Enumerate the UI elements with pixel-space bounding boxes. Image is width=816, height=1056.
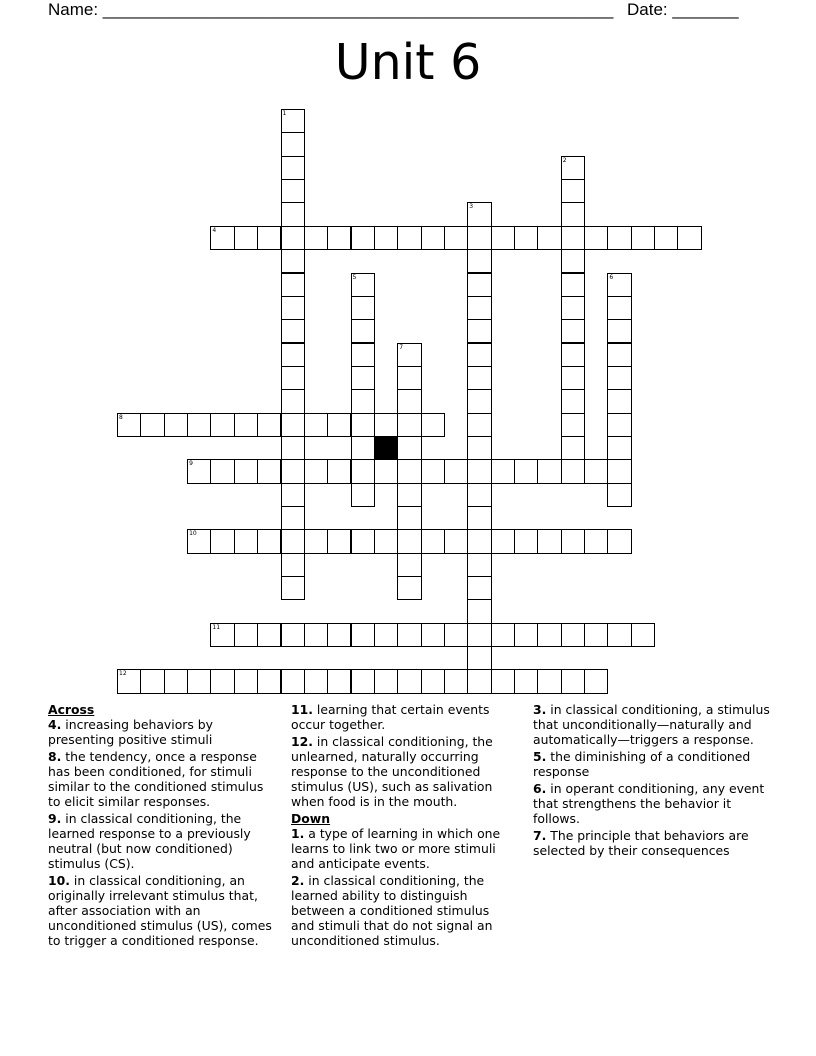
grid-cell[interactable]	[607, 366, 631, 390]
grid-cell[interactable]	[561, 413, 585, 437]
grid-cell[interactable]	[561, 343, 585, 367]
grid-cell[interactable]	[304, 669, 328, 693]
cell-number: 5	[352, 273, 357, 281]
across-clue-12	[291, 734, 516, 809]
grid-cell[interactable]	[281, 202, 305, 226]
grid-cell[interactable]	[467, 436, 491, 460]
grid-cell[interactable]	[397, 506, 421, 530]
clue-number: 1.	[291, 826, 305, 841]
clue-number: 6.	[533, 781, 547, 796]
grid-cell[interactable]	[467, 669, 491, 693]
grid-cell[interactable]	[234, 669, 258, 693]
grid-cell[interactable]	[421, 413, 445, 437]
grid-cell[interactable]	[327, 459, 351, 483]
clue-text: in classical conditioning, the learned response to a previously neutral (but now conditioned) stimulus (CS).	[48, 811, 251, 871]
clue-number: 2.	[291, 873, 305, 888]
grid-cell[interactable]	[444, 459, 468, 483]
grid-cell[interactable]	[397, 529, 421, 553]
grid-cell[interactable]	[514, 669, 538, 693]
cell-number: 3	[469, 203, 474, 211]
grid-cell[interactable]	[467, 296, 491, 320]
cell-number: 1	[282, 110, 287, 117]
grid-cell[interactable]	[654, 226, 678, 250]
grid-cell[interactable]	[234, 413, 258, 437]
grid-cell[interactable]	[561, 273, 585, 297]
grid-cell[interactable]	[281, 366, 305, 390]
grid-cell[interactable]	[561, 366, 585, 390]
grid-cell[interactable]	[607, 296, 631, 320]
grid-cell[interactable]	[607, 436, 631, 460]
grid-cell[interactable]	[514, 529, 538, 553]
grid-cell[interactable]	[187, 529, 211, 553]
clue-number: 5.	[533, 749, 547, 764]
clue-text: the diminishing of a conditioned response	[533, 749, 751, 779]
grid-cell[interactable]	[607, 389, 631, 413]
grid-cell[interactable]	[421, 623, 445, 647]
across-heading: Across	[48, 702, 95, 717]
grid-cell[interactable]	[210, 529, 234, 553]
across-clue-9	[48, 811, 278, 871]
grid-cell[interactable]	[491, 529, 515, 553]
grid-cell[interactable]	[164, 669, 188, 693]
clue-text: in classical conditioning, the unlearned, naturally occurring response to the unconditioned stimulus (US), such as salivation when food is in the mouth.	[291, 734, 493, 809]
grid-cell[interactable]	[561, 179, 585, 203]
grid-cell[interactable]	[281, 459, 305, 483]
grid-cell[interactable]	[187, 459, 211, 483]
grid-cell[interactable]	[607, 483, 631, 507]
grid-cell[interactable]	[397, 623, 421, 647]
grid-cell[interactable]	[444, 623, 468, 647]
grid-cell[interactable]	[561, 623, 585, 647]
grid-cell[interactable]	[444, 226, 468, 250]
grid-cell[interactable]	[187, 669, 211, 693]
grid-cell[interactable]	[561, 202, 585, 226]
clues-column-1	[48, 702, 278, 950]
grid-cell[interactable]	[374, 459, 398, 483]
date-field-label: Date: _______	[627, 0, 739, 19]
grid-cell[interactable]	[140, 669, 164, 693]
grid-cell[interactable]	[117, 413, 141, 437]
grid-cell[interactable]	[607, 459, 631, 483]
grid-cell[interactable]	[561, 249, 585, 273]
grid-cell[interactable]	[351, 343, 375, 367]
grid-cell[interactable]	[397, 483, 421, 507]
grid-cell[interactable]	[374, 529, 398, 553]
grid-cell[interactable]	[631, 623, 655, 647]
cell-number: 12	[119, 670, 127, 678]
clue-number: 11.	[291, 702, 313, 717]
grid-cell[interactable]	[537, 623, 561, 647]
grid-cell[interactable]	[607, 343, 631, 367]
grid-cell[interactable]	[467, 226, 491, 250]
clues-column-3	[533, 702, 773, 860]
grid-cell[interactable]	[584, 529, 608, 553]
grid-cell[interactable]	[467, 343, 491, 367]
grid-cell[interactable]	[397, 413, 421, 437]
clue-text: The principle that behaviors are selected by their consequences	[533, 828, 749, 858]
grid-cell[interactable]	[374, 669, 398, 693]
grid-cell[interactable]	[281, 132, 305, 156]
grid-cell[interactable]	[397, 343, 421, 367]
grid-cell[interactable]	[234, 226, 258, 250]
grid-cell[interactable]	[281, 529, 305, 553]
clue-text: in classical conditioning, an originally irrelevant stimulus that, after association with an unconditioned stimulus (US), comes to trigger a conditioned response.	[48, 873, 272, 948]
grid-cell[interactable]	[561, 296, 585, 320]
down-clue-3	[533, 702, 773, 747]
grid-cell[interactable]	[397, 553, 421, 577]
clue-number: 9.	[48, 811, 62, 826]
grid-cell[interactable]	[444, 669, 468, 693]
cell-number: 4	[212, 226, 217, 234]
clue-number: 3.	[533, 702, 547, 717]
grid-cell[interactable]	[421, 669, 445, 693]
grid-cell[interactable]	[257, 226, 281, 250]
grid-cell[interactable]	[281, 576, 305, 600]
clue-number: 12.	[291, 734, 313, 749]
down-clue-2	[291, 873, 516, 948]
grid-cell[interactable]	[467, 506, 491, 530]
grid-cell[interactable]	[351, 413, 375, 437]
grid-cell[interactable]	[234, 623, 258, 647]
grid-cell[interactable]	[351, 366, 375, 390]
grid-cell[interactable]	[397, 459, 421, 483]
grid-cell[interactable]	[631, 226, 655, 250]
grid-cell[interactable]	[281, 413, 305, 437]
grid-cell[interactable]	[374, 413, 398, 437]
grid-cell[interactable]	[584, 459, 608, 483]
grid-cell[interactable]	[467, 389, 491, 413]
grid-cell[interactable]	[281, 319, 305, 343]
grid-cell[interactable]	[467, 366, 491, 390]
grid-cell[interactable]	[537, 226, 561, 250]
grid-cell[interactable]	[281, 109, 305, 133]
across-clue-10	[48, 873, 278, 948]
grid-cell[interactable]	[514, 226, 538, 250]
grid-cell[interactable]	[514, 623, 538, 647]
grid-cell[interactable]	[351, 436, 375, 460]
clues-column-2	[291, 702, 516, 950]
grid-cell[interactable]	[561, 529, 585, 553]
grid-cell[interactable]	[351, 319, 375, 343]
grid-cell[interactable]	[351, 389, 375, 413]
grid-cell[interactable]	[210, 413, 234, 437]
grid-cell[interactable]	[281, 296, 305, 320]
grid-cell[interactable]	[234, 529, 258, 553]
down-clue-6	[533, 781, 773, 826]
grid-cell[interactable]	[117, 669, 141, 693]
grid-cell[interactable]	[397, 226, 421, 250]
grid-cell[interactable]	[561, 389, 585, 413]
grid-cell[interactable]	[210, 459, 234, 483]
grid-cell[interactable]	[281, 226, 305, 250]
grid-cell[interactable]	[234, 459, 258, 483]
grid-cell[interactable]	[140, 413, 164, 437]
grid-cell[interactable]	[304, 623, 328, 647]
grid-cell[interactable]	[561, 669, 585, 693]
page-title: Unit 6	[334, 34, 482, 91]
grid-cell[interactable]	[257, 459, 281, 483]
clue-text: the tendency, once a response has been conditioned, for stimuli similar to the conditioned stimulus to elicit similar responses.	[48, 749, 264, 809]
grid-cell[interactable]	[537, 529, 561, 553]
grid-cell[interactable]	[374, 226, 398, 250]
grid-cell[interactable]	[561, 319, 585, 343]
name-field-label: Name: ______________________________________________________	[48, 0, 614, 19]
clue-text: learning that certain events occur together.	[291, 702, 490, 732]
grid-cell[interactable]	[444, 529, 468, 553]
grid-cell[interactable]	[467, 576, 491, 600]
grid-cell[interactable]	[374, 623, 398, 647]
grid-cell[interactable]	[281, 389, 305, 413]
grid-cell[interactable]	[257, 529, 281, 553]
grid-cell[interactable]	[421, 529, 445, 553]
grid-cell[interactable]	[467, 646, 491, 670]
grid-cell[interactable]	[351, 459, 375, 483]
grid-block	[374, 436, 398, 460]
grid-cell[interactable]	[397, 669, 421, 693]
grid-cell[interactable]	[607, 623, 631, 647]
grid-cell[interactable]	[257, 413, 281, 437]
down-heading: Down	[291, 811, 331, 826]
grid-cell[interactable]	[467, 202, 491, 226]
grid-cell[interactable]	[397, 389, 421, 413]
grid-cell[interactable]	[281, 273, 305, 297]
grid-cell[interactable]	[304, 529, 328, 553]
across-clue-8	[48, 749, 278, 809]
grid-cell[interactable]	[584, 226, 608, 250]
grid-cell[interactable]	[327, 413, 351, 437]
grid-cell[interactable]	[537, 459, 561, 483]
grid-cell[interactable]	[467, 319, 491, 343]
clue-text: in operant conditioning, any event that strengthens the behavior it follows.	[533, 781, 765, 826]
grid-cell[interactable]	[351, 623, 375, 647]
grid-cell[interactable]	[281, 623, 305, 647]
grid-cell[interactable]	[281, 483, 305, 507]
grid-cell[interactable]	[281, 669, 305, 693]
grid-cell[interactable]	[304, 226, 328, 250]
grid-cell[interactable]	[327, 669, 351, 693]
grid-cell[interactable]	[421, 459, 445, 483]
clue-number: 4.	[48, 717, 62, 732]
grid-cell[interactable]	[281, 156, 305, 180]
grid-cell[interactable]	[514, 459, 538, 483]
grid-cell[interactable]	[607, 413, 631, 437]
cell-number: 10	[189, 530, 197, 538]
grid-cell[interactable]	[467, 483, 491, 507]
clue-number: 8.	[48, 749, 62, 764]
grid-cell[interactable]	[187, 413, 211, 437]
grid-cell[interactable]	[467, 273, 491, 297]
grid-cell[interactable]	[351, 483, 375, 507]
cell-number: 6	[609, 273, 614, 281]
grid-cell[interactable]	[467, 623, 491, 647]
grid-cell[interactable]	[561, 226, 585, 250]
grid-cell[interactable]	[467, 459, 491, 483]
down-clue-5	[533, 749, 773, 779]
grid-cell[interactable]	[561, 459, 585, 483]
cell-number: 2	[562, 156, 567, 164]
grid-cell[interactable]	[164, 413, 188, 437]
grid-cell[interactable]	[421, 226, 445, 250]
grid-cell[interactable]	[491, 623, 515, 647]
grid-cell[interactable]	[584, 623, 608, 647]
grid-cell[interactable]	[257, 669, 281, 693]
down-clue-7	[533, 828, 773, 858]
grid-cell[interactable]	[327, 226, 351, 250]
grid-cell[interactable]	[561, 156, 585, 180]
grid-cell[interactable]	[467, 553, 491, 577]
grid-cell[interactable]	[351, 226, 375, 250]
grid-cell[interactable]	[351, 273, 375, 297]
grid-cell[interactable]	[607, 529, 631, 553]
grid-cell[interactable]	[210, 669, 234, 693]
grid-cell[interactable]	[351, 529, 375, 553]
grid-cell[interactable]	[467, 413, 491, 437]
grid-cell[interactable]	[491, 459, 515, 483]
across-clue-4	[48, 717, 278, 747]
grid-cell[interactable]	[491, 669, 515, 693]
grid-cell[interactable]	[351, 669, 375, 693]
clue-number: 7.	[533, 828, 547, 843]
grid-cell[interactable]	[584, 669, 608, 693]
grid-cell[interactable]	[397, 576, 421, 600]
grid-cell[interactable]	[561, 436, 585, 460]
grid-cell[interactable]	[351, 296, 375, 320]
grid-cell[interactable]	[467, 529, 491, 553]
grid-cell[interactable]	[281, 179, 305, 203]
grid-cell[interactable]	[607, 226, 631, 250]
across-clue-11	[291, 702, 516, 732]
grid-cell[interactable]	[467, 599, 491, 623]
grid-cell[interactable]	[467, 249, 491, 273]
grid-cell[interactable]	[281, 436, 305, 460]
grid-cell[interactable]	[257, 623, 281, 647]
clue-text: a type of learning in which one learns to link two or more stimuli and anticipate events.	[291, 826, 501, 871]
clue-text: increasing behaviors by presenting positive stimuli	[48, 717, 213, 747]
grid-cell[interactable]	[281, 343, 305, 367]
grid-cell[interactable]	[210, 226, 234, 250]
clue-text: in classical conditioning, a stimulus that unconditionally—naturally and automatically—triggers a response.	[533, 702, 770, 747]
grid-cell[interactable]	[281, 553, 305, 577]
grid-cell[interactable]	[304, 459, 328, 483]
grid-cell[interactable]	[397, 366, 421, 390]
grid-cell[interactable]	[327, 529, 351, 553]
grid-cell[interactable]	[397, 436, 421, 460]
clue-text: in classical conditioning, the learned ability to distinguish between a conditioned stimulus and stimuli that do not signal an unconditioned stimulus.	[291, 873, 493, 948]
grid-cell[interactable]	[327, 623, 351, 647]
grid-cell[interactable]	[491, 226, 515, 250]
grid-cell[interactable]	[210, 623, 234, 647]
cell-number: 11	[212, 623, 221, 631]
grid-cell[interactable]	[537, 669, 561, 693]
down-clue-1	[291, 826, 516, 871]
grid-cell[interactable]	[677, 226, 701, 250]
cell-number: 8	[119, 413, 123, 421]
cell-number: 9	[189, 460, 193, 468]
grid-cell[interactable]	[281, 249, 305, 273]
grid-cell[interactable]	[607, 319, 631, 343]
clue-number: 10.	[48, 873, 70, 888]
cell-number: 7	[399, 343, 404, 351]
grid-cell[interactable]	[304, 413, 328, 437]
grid-cell[interactable]	[281, 506, 305, 530]
grid-cell[interactable]	[607, 273, 631, 297]
